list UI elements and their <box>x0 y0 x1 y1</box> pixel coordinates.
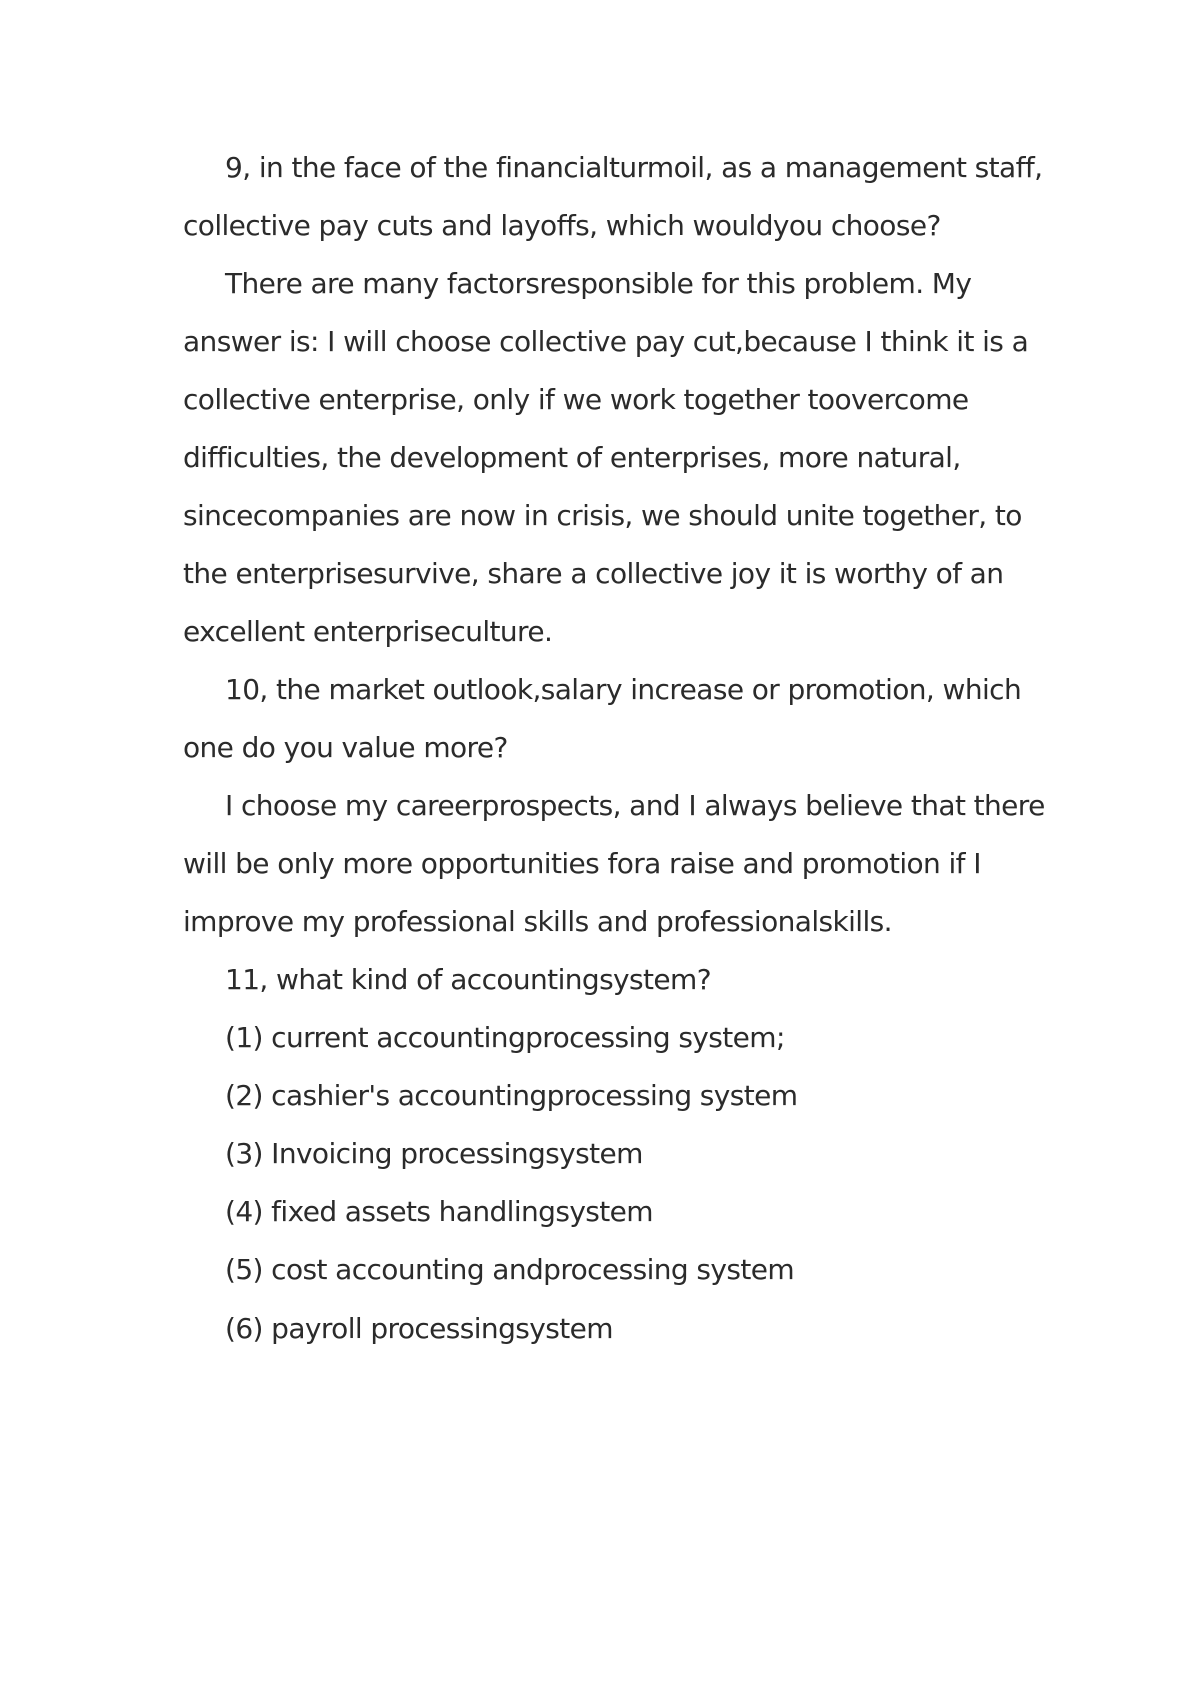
answer-9-line-7: excellent enterpriseculture. <box>183 615 553 648</box>
answer-9-line-5: sincecompanies are now in crisis, we should unite together, to <box>183 499 1022 532</box>
question-9-line-1: 9, in the face of the financialturmoil, as a management staff, <box>225 151 1043 184</box>
question-11: 11, what kind of accountingsystem? <box>225 963 711 996</box>
question-10-line-1: 10, the market outlook,salary increase or promotion, which <box>225 673 1022 706</box>
answer-10-line-2: will be only more opportunities fora raise and promotion if I <box>183 847 981 880</box>
answer-9-line-4: difficulties, the development of enterprises, more natural, <box>183 441 961 474</box>
answer-10-line-1: I choose my careerprospects, and I always believe that there <box>225 789 1045 822</box>
list-item-1: (1) current accountingprocessing system; <box>225 1021 785 1054</box>
list-item-6: (6) payroll processingsystem <box>225 1312 613 1345</box>
answer-9-line-3: collective enterprise, only if we work together toovercome <box>183 383 969 416</box>
list-item-2: (2) cashier's accountingprocessing system <box>225 1079 798 1112</box>
list-item-4: (4) fixed assets handlingsystem <box>225 1195 653 1228</box>
answer-10-line-3: improve my professional skills and professionalskills. <box>183 905 892 938</box>
list-item-5: (5) cost accounting andprocessing system <box>225 1253 795 1286</box>
list-item-3: (3) Invoicing processingsystem <box>225 1137 643 1170</box>
question-9-line-2: collective pay cuts and layoffs, which wouldyou choose? <box>183 209 941 242</box>
answer-9-line-1: There are many factorsresponsible for this problem. My <box>225 267 972 300</box>
question-10-line-2: one do you value more? <box>183 731 508 764</box>
answer-9-line-6: the enterprisesurvive, share a collective joy it is worthy of an <box>183 557 1004 590</box>
answer-9-line-2: answer is: I will choose collective pay cut,because I think it is a <box>183 325 1029 358</box>
